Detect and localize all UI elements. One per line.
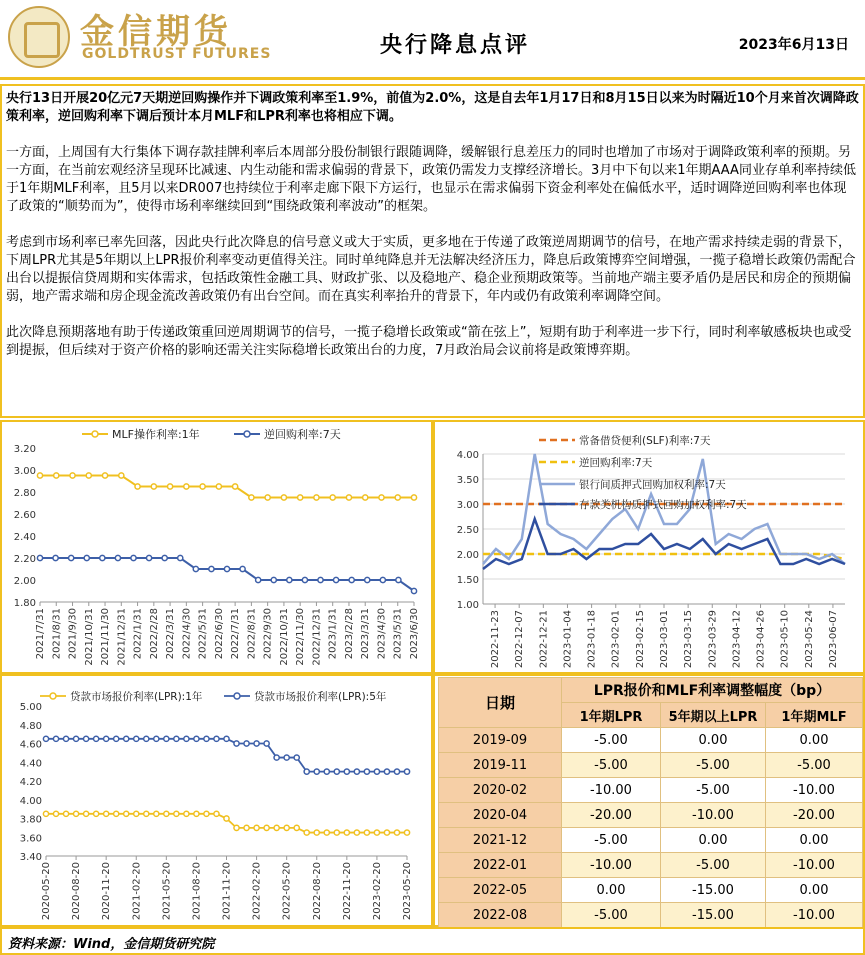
series-1-point (154, 811, 159, 816)
series-2-point (209, 566, 214, 571)
series-2-point (234, 741, 239, 746)
series-2-point (404, 769, 409, 774)
legend-marker-2 (234, 693, 240, 699)
series-2-point (144, 736, 149, 741)
x-tick-label: 2023/6/30 (409, 608, 420, 660)
x-tick-label: 2022-05-20 (281, 862, 293, 921)
x-tick-label: 2023-02-20 (371, 862, 383, 921)
y-tick-label: 4.60 (19, 739, 42, 751)
y-tick-label: 4.80 (19, 720, 42, 732)
series-2-point (224, 736, 229, 741)
legend-marker-2 (244, 431, 250, 437)
series-2-point (314, 769, 319, 774)
series-1-point (314, 495, 319, 500)
lpr-mlf-adjustment-table (438, 677, 863, 928)
x-tick-label: 2023-03-15 (683, 610, 695, 669)
series-1-point (284, 825, 289, 830)
table-row (439, 753, 863, 778)
series-2-point (104, 736, 109, 741)
series-1-point (274, 825, 279, 830)
chart-lpr (0, 674, 433, 927)
series-2-point (271, 577, 276, 582)
x-tick-label: 2021-08-20 (191, 862, 203, 921)
x-tick-label: 2022-02-20 (251, 862, 263, 921)
lpr-mlf-table-panel (433, 674, 865, 927)
legend-label-1: 贷款市场报价利率(LPR):1年 (70, 691, 203, 703)
series-line-2 (46, 739, 407, 772)
y-tick-label: 4.20 (19, 777, 42, 788)
series-2-point (394, 769, 399, 774)
series-2-point (302, 577, 307, 582)
series-1-point (144, 811, 149, 816)
series-2-point (344, 769, 349, 774)
x-tick-label: 2022-11-23 (490, 610, 502, 669)
series-2-point (193, 566, 198, 571)
series-1-point (334, 830, 339, 835)
table-cell: -5.00 (562, 903, 661, 928)
x-tick-label: 2023-04-12 (731, 610, 743, 669)
company-logo (8, 6, 70, 68)
table-row-date: 2020-02 (439, 778, 562, 803)
table-row (439, 803, 863, 828)
series-1-point (324, 830, 329, 835)
series-1-point (234, 825, 239, 830)
series-2-point (154, 736, 159, 741)
chart-0-svg (2, 422, 431, 672)
series-2-point (324, 769, 329, 774)
series-2-point (224, 566, 229, 571)
series-2-point (174, 736, 179, 741)
y-tick-label: 2.60 (13, 510, 36, 521)
table-row (439, 853, 863, 878)
table-cell: -10.00 (766, 903, 863, 928)
table-cell: 0.00 (661, 828, 766, 853)
series-1-point (214, 811, 219, 816)
table-row (439, 878, 863, 903)
series-2-point (214, 736, 219, 741)
series-2-point (100, 555, 105, 560)
x-tick-label: 2022/7/31 (230, 608, 242, 660)
series-1-point (70, 473, 75, 478)
table-row (439, 728, 863, 753)
x-tick-label: 2022-12-21 (538, 610, 550, 669)
series-1-point (194, 811, 199, 816)
series-2-point (365, 577, 370, 582)
series-2-point (374, 769, 379, 774)
series-1-point (43, 811, 48, 816)
y-tick-label: 1.00 (456, 600, 479, 611)
table-row (439, 828, 863, 853)
series-1-point (102, 473, 107, 478)
series-1-point (298, 495, 303, 500)
x-tick-label: 2021/7/31 (35, 608, 46, 660)
series-1-point (54, 473, 59, 478)
series-2-point (164, 736, 169, 741)
x-tick-label: 2023-03-01 (659, 610, 670, 669)
x-tick-label: 2021/12/31 (116, 608, 128, 666)
table-cell: 0.00 (661, 728, 766, 753)
series-2-point (364, 769, 369, 774)
x-tick-label: 2020-11-20 (101, 862, 113, 921)
x-tick-label: 2022-12-07 (514, 610, 526, 669)
series-2-point (204, 736, 209, 741)
x-tick-label: 2022/10/31 (278, 608, 290, 666)
legend-label-1: MLF操作利率:1年 (112, 428, 200, 441)
series-line-1 (40, 476, 414, 498)
series-1-point (134, 811, 139, 816)
table-cell: -15.00 (661, 878, 766, 903)
series-2-point (284, 755, 289, 760)
series-2-point (354, 769, 359, 774)
x-tick-label: 2023-05-10 (779, 610, 791, 669)
series-1-point (281, 495, 286, 500)
series-1-point (53, 811, 58, 816)
x-tick-label: 2022/11/30 (295, 608, 307, 666)
legend-label-2: 贷款市场报价利率(LPR):5年 (254, 691, 387, 703)
x-tick-label: 2023/3/31 (360, 608, 372, 660)
table-col-1: 1年期LPR (562, 703, 661, 728)
x-tick-label: 2023-05-24 (803, 610, 815, 669)
series-2-point (318, 577, 323, 582)
series-1-point (344, 830, 349, 835)
series-2-point (349, 577, 354, 582)
series-2-point (73, 736, 78, 741)
series-2-point (274, 755, 279, 760)
table-row-date: 2021-12 (439, 828, 562, 853)
legend-label-2: 逆回购利率:7天 (264, 428, 341, 441)
x-tick-label: 2023-02-01 (610, 610, 622, 669)
x-tick-label: 2022/6/30 (213, 608, 225, 660)
series-2-point (244, 741, 249, 746)
table-cell: 0.00 (766, 878, 863, 903)
series-2-point (84, 555, 89, 560)
series-1-point (124, 811, 129, 816)
series-line-2 (40, 558, 414, 591)
y-tick-label: 3.80 (19, 814, 42, 826)
x-tick-label: 2022/5/31 (197, 608, 209, 660)
y-tick-label: 2.00 (456, 550, 479, 561)
series-2-point (37, 555, 42, 560)
y-tick-label: 4.00 (19, 795, 42, 807)
x-tick-label: 2021-05-20 (161, 862, 173, 921)
series-2-point (69, 555, 74, 560)
series-1-point (119, 473, 124, 478)
series-2-point (146, 555, 151, 560)
series-1-point (164, 811, 169, 816)
logo-chinese-name: 金信期货 (80, 12, 232, 52)
series-2-point (114, 736, 119, 741)
table-cell: -10.00 (562, 853, 661, 878)
series-1-point (216, 484, 221, 489)
series-2-point (254, 741, 259, 746)
legend-label-1: 常备借贷便利(SLF)利率:7天 (579, 435, 711, 447)
table-cell: -15.00 (661, 903, 766, 928)
paragraph-3: 此次降息预期落地有助于传递政策重回逆周期调节的信号，一揽子稳增长政策或“箭在弦上”，短期有助于利率进一步下行，同时利率敏感板块也或受到提振，但后续对于资产价格的影响还需关注实际稳增长政策出台的力度，7月政治局会议前将是政策博弈期。 (6, 325, 852, 358)
series-2-point (240, 566, 245, 571)
x-tick-label: 2023-02-15 (634, 610, 646, 669)
series-2-point (287, 577, 292, 582)
x-tick-label: 2022-08-20 (311, 862, 323, 921)
source-footer: 资料来源：Wind，金信期货研究院 (0, 927, 865, 955)
series-1-point (86, 473, 91, 478)
series-1-point (330, 495, 335, 500)
series-2-point (162, 555, 167, 560)
y-tick-label: 3.50 (456, 475, 479, 486)
x-tick-label: 2022/1/31 (132, 608, 144, 660)
series-2-point (53, 736, 58, 741)
series-1-point (184, 484, 189, 489)
x-tick-label: 2023-01-04 (562, 610, 574, 669)
series-2-point (115, 555, 120, 560)
x-tick-label: 2023/2/28 (343, 608, 355, 660)
legend-label-3: 银行间质押式回购加权利率:7天 (579, 479, 726, 491)
table-col-date: 日期 (439, 678, 562, 728)
series-2-point (131, 555, 136, 560)
table-cell: -5.00 (562, 753, 661, 778)
y-tick-label: 3.20 (13, 444, 36, 455)
x-tick-label: 2023/1/31 (327, 608, 339, 660)
series-2-point (53, 555, 58, 560)
series-1-point (394, 830, 399, 835)
x-tick-label: 2021/9/30 (67, 608, 79, 660)
table-cell: -20.00 (766, 803, 863, 828)
table-row (439, 903, 863, 928)
report-date: 2023年6月13日 (738, 37, 849, 53)
series-2-point (194, 736, 199, 741)
y-tick-label: 2.80 (13, 488, 36, 499)
table-cell: -10.00 (661, 803, 766, 828)
series-1-point (264, 825, 269, 830)
series-1-point (233, 484, 238, 489)
paragraph-1: 一方面，上周国有大行集体下调存款挂牌利率后本周部分股份制银行跟随调降，缓解银行息差压力的同时也增加了市场对于调降政策利率的预期。另一方面，在当前宏观经济呈现环比减速、内生动能和需求偏弱的背景下，政策仍需发力支撑经济增长。3月中下旬以来1年期AAA同业存单利率持续低于1年期MLF利率，且5月以来DR007也持续位于利率走廊下限下方运行，也显示在需求偏弱下资金利率处在偏低水平，适时调降逆回购利率也体现了政策的“顺势而为”，使得市场利率继续回到“围绕政策利率波动”的框架。 (6, 145, 856, 214)
table-title: LPR报价和MLF利率调整幅度（bp） (562, 678, 863, 703)
y-tick-label: 2.50 (456, 525, 479, 536)
table-row-date: 2019-11 (439, 753, 562, 778)
table-col-2: 5年期以上LPR (661, 703, 766, 728)
x-tick-label: 2022/2/28 (148, 608, 160, 660)
series-1-point (384, 830, 389, 835)
report-header (0, 0, 865, 80)
x-tick-label: 2022/4/30 (181, 608, 193, 660)
series-1-point (37, 473, 42, 478)
legend-marker-1 (50, 693, 56, 699)
x-tick-label: 2020-05-20 (41, 862, 52, 921)
y-tick-label: 4.00 (456, 450, 479, 461)
x-tick-label: 2023-06-07 (827, 610, 839, 669)
table-cell: -10.00 (562, 778, 661, 803)
series-2-point (256, 577, 261, 582)
series-1-point (304, 830, 309, 835)
series-1-point (63, 811, 68, 816)
series-1-point (151, 484, 156, 489)
series-1-point (244, 825, 249, 830)
series-1-point (114, 811, 119, 816)
series-2-point (178, 555, 183, 560)
x-tick-label: 2021/11/30 (100, 608, 112, 666)
series-1-point (379, 495, 384, 500)
series-1-point (104, 811, 109, 816)
table-row-date: 2019-09 (439, 728, 562, 753)
x-tick-label: 2021-11-20 (221, 862, 233, 921)
series-1-point (135, 484, 140, 489)
table-cell: -20.00 (562, 803, 661, 828)
series-1-point (374, 830, 379, 835)
table-row (439, 778, 863, 803)
series-1-point (395, 495, 400, 500)
y-tick-label: 2.40 (13, 532, 36, 543)
series-1-point (294, 825, 299, 830)
chart-money-market-rates (433, 420, 865, 674)
series-1-point (265, 495, 270, 500)
y-tick-label: 2.00 (13, 576, 36, 587)
y-tick-label: 3.00 (13, 466, 36, 477)
y-tick-label: 3.60 (19, 833, 42, 845)
y-tick-label: 1.50 (456, 575, 479, 586)
series-1-point (200, 484, 205, 489)
series-1-point (84, 811, 89, 816)
y-tick-label: 3.40 (19, 852, 42, 863)
series-1-point (254, 825, 259, 830)
x-tick-label: 2022/8/31 (246, 608, 258, 660)
logo-english-name: GOLDTRUST FUTURES (82, 46, 272, 62)
table-cell: -5.00 (766, 753, 863, 778)
table-cell: -10.00 (766, 778, 863, 803)
series-1-point (363, 495, 368, 500)
legend-label-2: 逆回购利率:7天 (579, 457, 653, 469)
table-row-date: 2022-01 (439, 853, 562, 878)
x-tick-label: 2023-04-26 (755, 610, 767, 669)
x-tick-label: 2023/4/30 (376, 608, 388, 660)
series-line-4 (483, 519, 845, 569)
table-col-3: 1年期MLF (766, 703, 863, 728)
series-2-point (43, 736, 48, 741)
table-cell: 0.00 (562, 878, 661, 903)
y-tick-label: 4.40 (19, 758, 42, 770)
chart-2-svg (2, 676, 431, 925)
table-cell: -10.00 (766, 853, 863, 878)
x-tick-label: 2023-01-18 (586, 610, 598, 669)
chart-mlf-reverse-repo (0, 420, 433, 674)
legend-label-4: 存款类机构质押式回购加权利率:7天 (579, 499, 747, 511)
x-tick-label: 2022/3/31 (165, 608, 177, 660)
series-2-point (304, 769, 309, 774)
x-tick-label: 2023-05-20 (402, 862, 413, 921)
series-2-point (334, 769, 339, 774)
y-tick-label: 1.80 (13, 598, 36, 609)
series-2-point (184, 736, 189, 741)
series-1-point (184, 811, 189, 816)
series-1-point (404, 830, 409, 835)
paragraph-2: 考虑到市场利率已率先回落，因此央行此次降息的信号意义或大于实质，更多地在于传递了政策逆周期调节的信号，在地产需求持续走弱的背景下，下周LPR尤其是5年期以上LPR报价利率变动更值得关注。同时单纯降息并无法解决经济压力，降息后政策博弈空间增强，一揽子稳增长政策仍需配合出台以提振信贷周期和实体需求，包括政策性金融工具、财政扩张、以及稳地产、稳企业预期政策等。当前地产端主要矛盾仍是居民和房企的预期偏弱，地产需求端和房企现金流改善政策仍有出台空间。而在真实利率抬升的背景下，年内或仍有政策利率调降空间。 (6, 235, 856, 304)
x-tick-label: 2021/10/31 (83, 608, 95, 666)
series-1-point (73, 811, 78, 816)
table-cell: -5.00 (661, 853, 766, 878)
chart-1-svg (435, 422, 863, 672)
x-tick-label: 2020-08-20 (71, 862, 83, 921)
legend-marker-1 (92, 431, 98, 437)
x-tick-label: 2022/12/31 (311, 608, 323, 666)
table-cell: -5.00 (661, 753, 766, 778)
series-1-point (224, 816, 229, 821)
x-tick-label: 2023-03-29 (707, 610, 719, 669)
table-cell: -5.00 (562, 728, 661, 753)
table-row-date: 2022-05 (439, 878, 562, 903)
table-row-date: 2020-04 (439, 803, 562, 828)
y-tick-label: 3.00 (456, 500, 479, 511)
series-2-point (264, 741, 269, 746)
page-title: 央行降息点评 (380, 32, 531, 58)
x-tick-label: 2021-02-20 (131, 862, 143, 921)
series-2-point (384, 769, 389, 774)
series-2-point (134, 736, 139, 741)
x-tick-label: 2022/9/30 (262, 608, 274, 660)
series-2-point (63, 736, 68, 741)
table-row-date: 2022-08 (439, 903, 562, 928)
series-2-point (396, 577, 401, 582)
series-1-point (364, 830, 369, 835)
x-tick-label: 2023/5/31 (392, 608, 404, 660)
article-body (0, 84, 865, 418)
series-1-point (354, 830, 359, 835)
y-tick-label: 2.20 (13, 554, 36, 565)
series-2-point (124, 736, 129, 741)
series-1-point (411, 495, 416, 500)
series-1-point (167, 484, 172, 489)
table-cell: 0.00 (766, 728, 863, 753)
series-1-point (204, 811, 209, 816)
series-2-point (380, 577, 385, 582)
series-1-point (174, 811, 179, 816)
series-1-point (346, 495, 351, 500)
series-2-point (94, 736, 99, 741)
series-2-point (84, 736, 89, 741)
table-cell: -5.00 (661, 778, 766, 803)
series-1-point (94, 811, 99, 816)
series-1-point (249, 495, 254, 500)
series-2-point (333, 577, 338, 582)
series-2-point (294, 755, 299, 760)
table-cell: 0.00 (766, 828, 863, 853)
x-tick-label: 2022-11-20 (341, 862, 353, 921)
lead-paragraph: 央行13日开展20亿元7天期逆回购操作并下调政策利率至1.9%，前值为2.0%，这是自去年1月17日和8月15日以来为时隔近10个月来首次调降政策利率，逆回购利率下调后预计本月MLF和LPR利率也将相应下调。 (6, 91, 859, 124)
x-tick-label: 2021/8/31 (51, 608, 63, 660)
table-cell: -5.00 (562, 828, 661, 853)
series-2-point (411, 588, 416, 593)
series-1-point (314, 830, 319, 835)
y-tick-label: 5.00 (19, 702, 42, 713)
